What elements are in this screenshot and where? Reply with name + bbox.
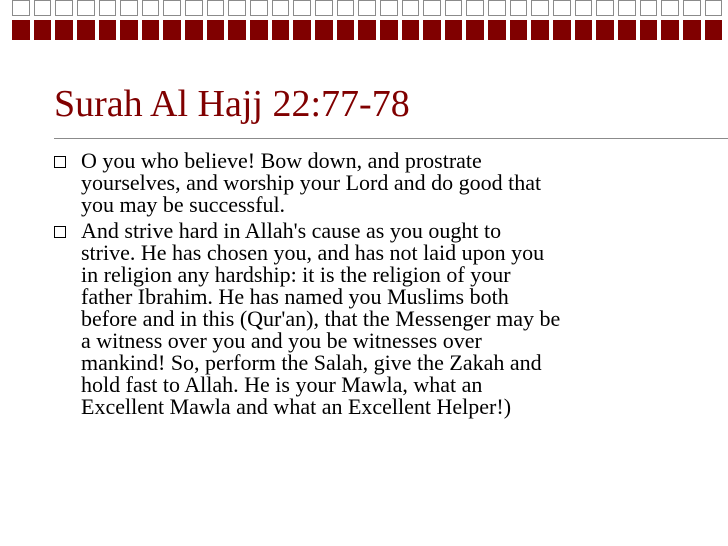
decor-square [337, 0, 355, 16]
decor-square [55, 0, 73, 16]
accent-bar-segment [380, 20, 398, 40]
accent-bar-segment [510, 20, 528, 40]
accent-bar-segment [640, 20, 658, 40]
accent-bar-segment [250, 20, 268, 40]
decor-square [34, 0, 52, 16]
decor-square [120, 0, 138, 16]
accent-bar-segment [293, 20, 311, 40]
accent-bar-segment [315, 20, 333, 40]
accent-bar-segment [272, 20, 290, 40]
decor-square [163, 0, 181, 16]
decor-square [250, 0, 268, 16]
accent-bar-segment [228, 20, 246, 40]
decor-square [683, 0, 701, 16]
accent-bar-segment [553, 20, 571, 40]
accent-bar-segment [661, 20, 679, 40]
bullet-list [54, 150, 694, 422]
accent-bar-segment [207, 20, 225, 40]
decor-square [423, 0, 441, 16]
decor-square [445, 0, 463, 16]
decor-square [553, 0, 571, 16]
accent-bar-segment [596, 20, 614, 40]
decor-square [402, 0, 420, 16]
decor-square [466, 0, 484, 16]
accent-bar-segment [466, 20, 484, 40]
decor-square [272, 0, 290, 16]
decor-square [12, 0, 30, 16]
decor-square [207, 0, 225, 16]
decor-square [315, 0, 333, 16]
accent-bar-segment [77, 20, 95, 40]
bullet-text: O you who believe! Bow down, and prostrate yourselves, and worship your Lord and do good that you may be successful. [81, 148, 542, 217]
accent-bar-segment [445, 20, 463, 40]
decor-square [293, 0, 311, 16]
decor-square [488, 0, 506, 16]
decor-square [640, 0, 658, 16]
accent-bar-segment [358, 20, 376, 40]
bullet-item [54, 220, 694, 418]
accent-bar-segment [185, 20, 203, 40]
title-divider [54, 138, 728, 139]
accent-bar-segment [575, 20, 593, 40]
accent-bar-segment [142, 20, 160, 40]
decor-square [510, 0, 528, 16]
top-decoration [0, 0, 728, 40]
accent-bar-segment [337, 20, 355, 40]
accent-bar-segment [12, 20, 30, 40]
accent-bar-segment [99, 20, 117, 40]
decor-square [380, 0, 398, 16]
decor-square [618, 0, 636, 16]
accent-bar-segment [163, 20, 181, 40]
accent-bar-segment [531, 20, 549, 40]
hollow-square-bullet-icon [54, 156, 66, 168]
accent-bar-segment [683, 20, 701, 40]
decor-square [531, 0, 549, 16]
decor-square [358, 0, 376, 16]
accent-bar-segment [423, 20, 441, 40]
bullet-item [54, 150, 694, 216]
accent-bar-segment [55, 20, 73, 40]
decor-square [228, 0, 246, 16]
accent-bar-segment [488, 20, 506, 40]
top-accent-bar [0, 20, 728, 40]
decor-square [142, 0, 160, 16]
decor-square [705, 0, 723, 16]
decor-square [596, 0, 614, 16]
bullet-text: And strive hard in Allah's cause as you ought to strive. He has chosen you, and has not laid upon you in religion any hardship: it is the religion of your father Ibrahim. He has named you Muslims both before and in this (Qur'an), that the Messenger may be a witness over you and you be witnesses over mankind! So, perform the Salah, give the Zakah and hold fast to Allah. He is your Mawla, what an Excellent Mawla and what an Excellent Helper!) [81, 218, 561, 419]
decor-square [661, 0, 679, 16]
accent-bar-segment [34, 20, 52, 40]
hollow-square-bullet-icon [54, 226, 66, 238]
decor-square [77, 0, 95, 16]
accent-bar-segment [402, 20, 420, 40]
decor-square [99, 0, 117, 16]
decor-square [185, 0, 203, 16]
slide-title: Surah Al Hajj 22:77-78 [54, 83, 410, 125]
top-square-row [0, 0, 728, 16]
accent-bar-segment [705, 20, 723, 40]
accent-bar-segment [120, 20, 138, 40]
accent-bar-segment [618, 20, 636, 40]
decor-square [575, 0, 593, 16]
